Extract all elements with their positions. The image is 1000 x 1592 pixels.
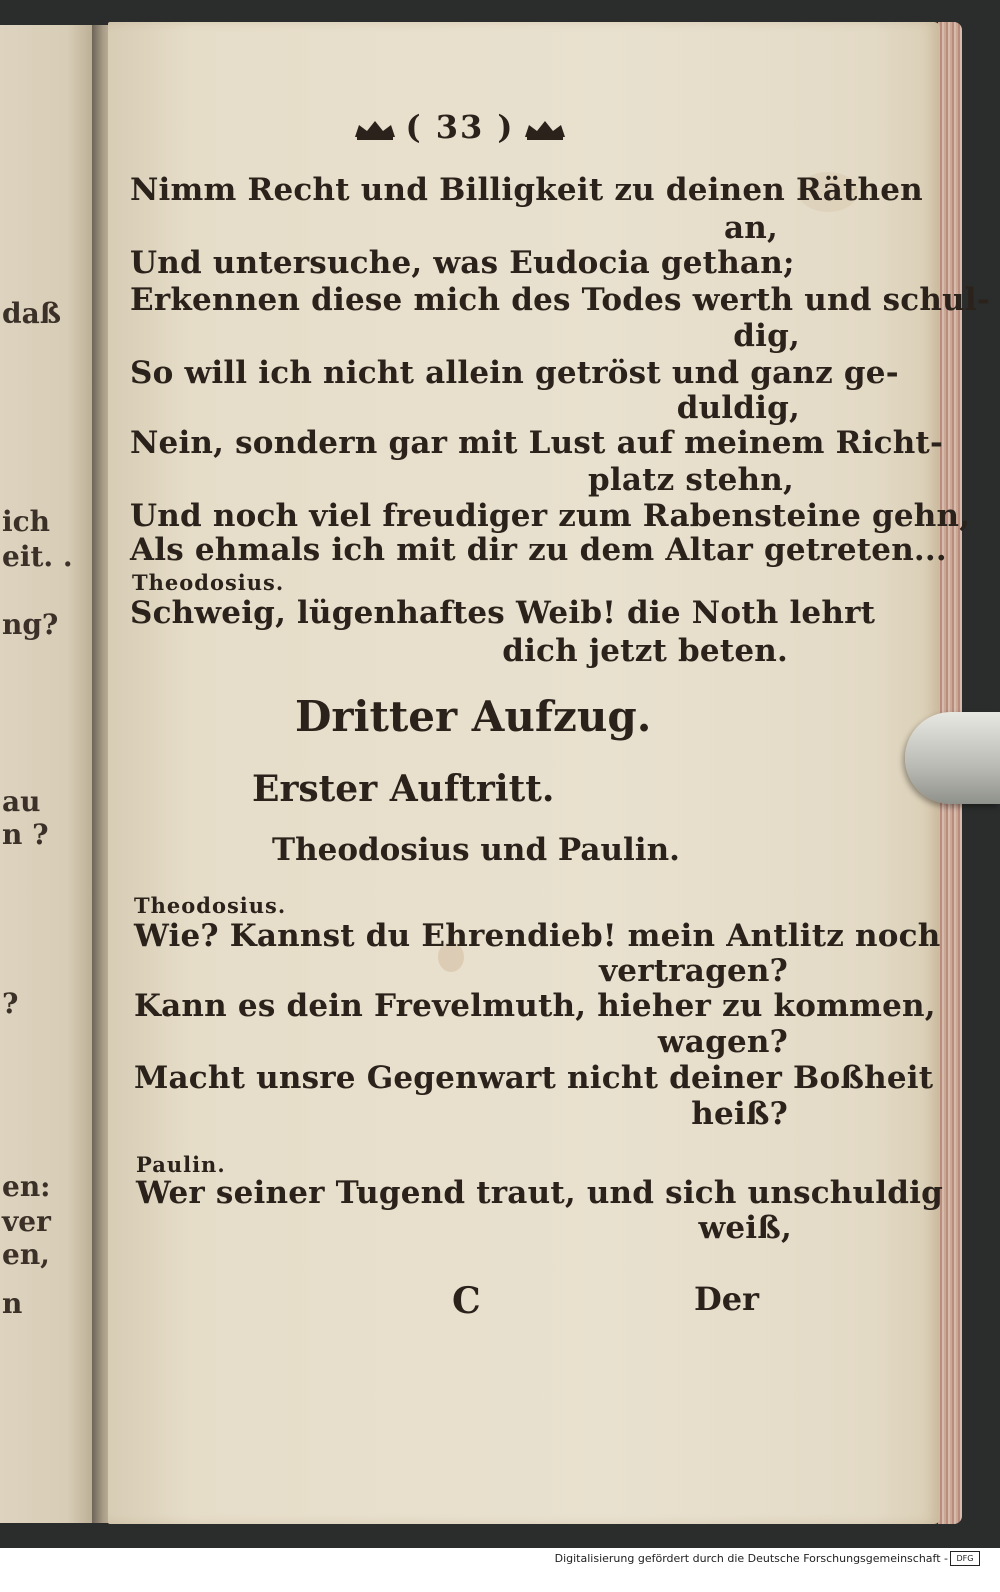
act-heading: Dritter Aufzug.: [295, 692, 652, 741]
left-fragment: eit. .: [2, 540, 73, 573]
verse-line: platz stehn,: [587, 462, 794, 498]
verse-line: Kann es dein Frevelmuth, hieher zu kommen,: [134, 988, 936, 1024]
verse-line: Und noch viel freudiger zum Rabensteine gehn,: [130, 498, 971, 534]
verse-line: Als ehmals ich mit dir zu dem Altar getreten...: [130, 532, 947, 568]
speaker-label: Theodosius.: [134, 893, 287, 918]
verse-line: Wer seiner Tugend traut, und sich unschuldig: [136, 1175, 943, 1211]
left-fragment: ?: [2, 987, 19, 1020]
left-fragment: n ?: [2, 818, 49, 851]
verse-line: Und untersuche, was Eudocia gethan;: [130, 245, 795, 281]
scene-heading: Erster Auftritt.: [252, 768, 555, 810]
page-number: ( 33 ): [405, 108, 515, 146]
left-fragment: ng?: [2, 608, 59, 641]
verse-line: vertragen?: [599, 953, 788, 989]
verse-line: duldig,: [676, 390, 800, 426]
catchword: Der: [694, 1280, 759, 1318]
verse-line: Nimm Recht und Billigkeit zu deinen Räthen: [130, 172, 923, 208]
left-fragment: ver: [2, 1205, 51, 1238]
left-fragment: en,: [2, 1238, 50, 1271]
verse-line: Schweig, lügenhaftes Weib! die Noth lehrt: [130, 595, 876, 631]
verse-line: heiß?: [691, 1096, 788, 1132]
dfg-logo: DFG: [950, 1551, 980, 1566]
crown-ornament-icon: [353, 119, 397, 141]
verse-line: dich jetzt beten.: [502, 633, 788, 669]
verse-line: Macht unsre Gegenwart nicht deiner Boßheit: [134, 1060, 934, 1096]
verse-line: Nein, sondern gar mit Lust auf meinem Richt-: [130, 425, 944, 461]
left-page: [0, 25, 96, 1523]
left-fragment: en:: [2, 1170, 51, 1203]
signature-mark: C: [452, 1280, 481, 1322]
left-fragment: n: [2, 1287, 23, 1320]
verse-line: Erkennen diese mich des Todes werth und schul-: [130, 282, 990, 318]
page-clip: [905, 712, 1000, 804]
credit-text: Digitalisierung gefördert durch die Deutsche Forschungsgemeinschaft -: [554, 1552, 948, 1565]
page-header: [340, 108, 580, 146]
verse-line: So will ich nicht allein getröst und ganz ge-: [130, 355, 899, 391]
left-fragment: daß: [2, 297, 61, 330]
speaker-label: Theodosius.: [132, 570, 285, 595]
verse-line: weiß,: [698, 1210, 792, 1246]
verse-line: wagen?: [657, 1024, 788, 1060]
left-fragment: au: [2, 785, 41, 818]
character-list: Theodosius und Paulin.: [272, 832, 680, 868]
verse-line: Wie? Kannst du Ehrendieb! mein Antlitz noch: [134, 918, 941, 954]
crown-ornament-icon: [523, 119, 567, 141]
left-fragment: ich: [2, 505, 51, 538]
speaker-label: Paulin.: [136, 1152, 226, 1177]
verse-line: dig,: [733, 318, 800, 354]
verse-line: an,: [723, 210, 778, 246]
left-page-fragments: [0, 25, 96, 1523]
